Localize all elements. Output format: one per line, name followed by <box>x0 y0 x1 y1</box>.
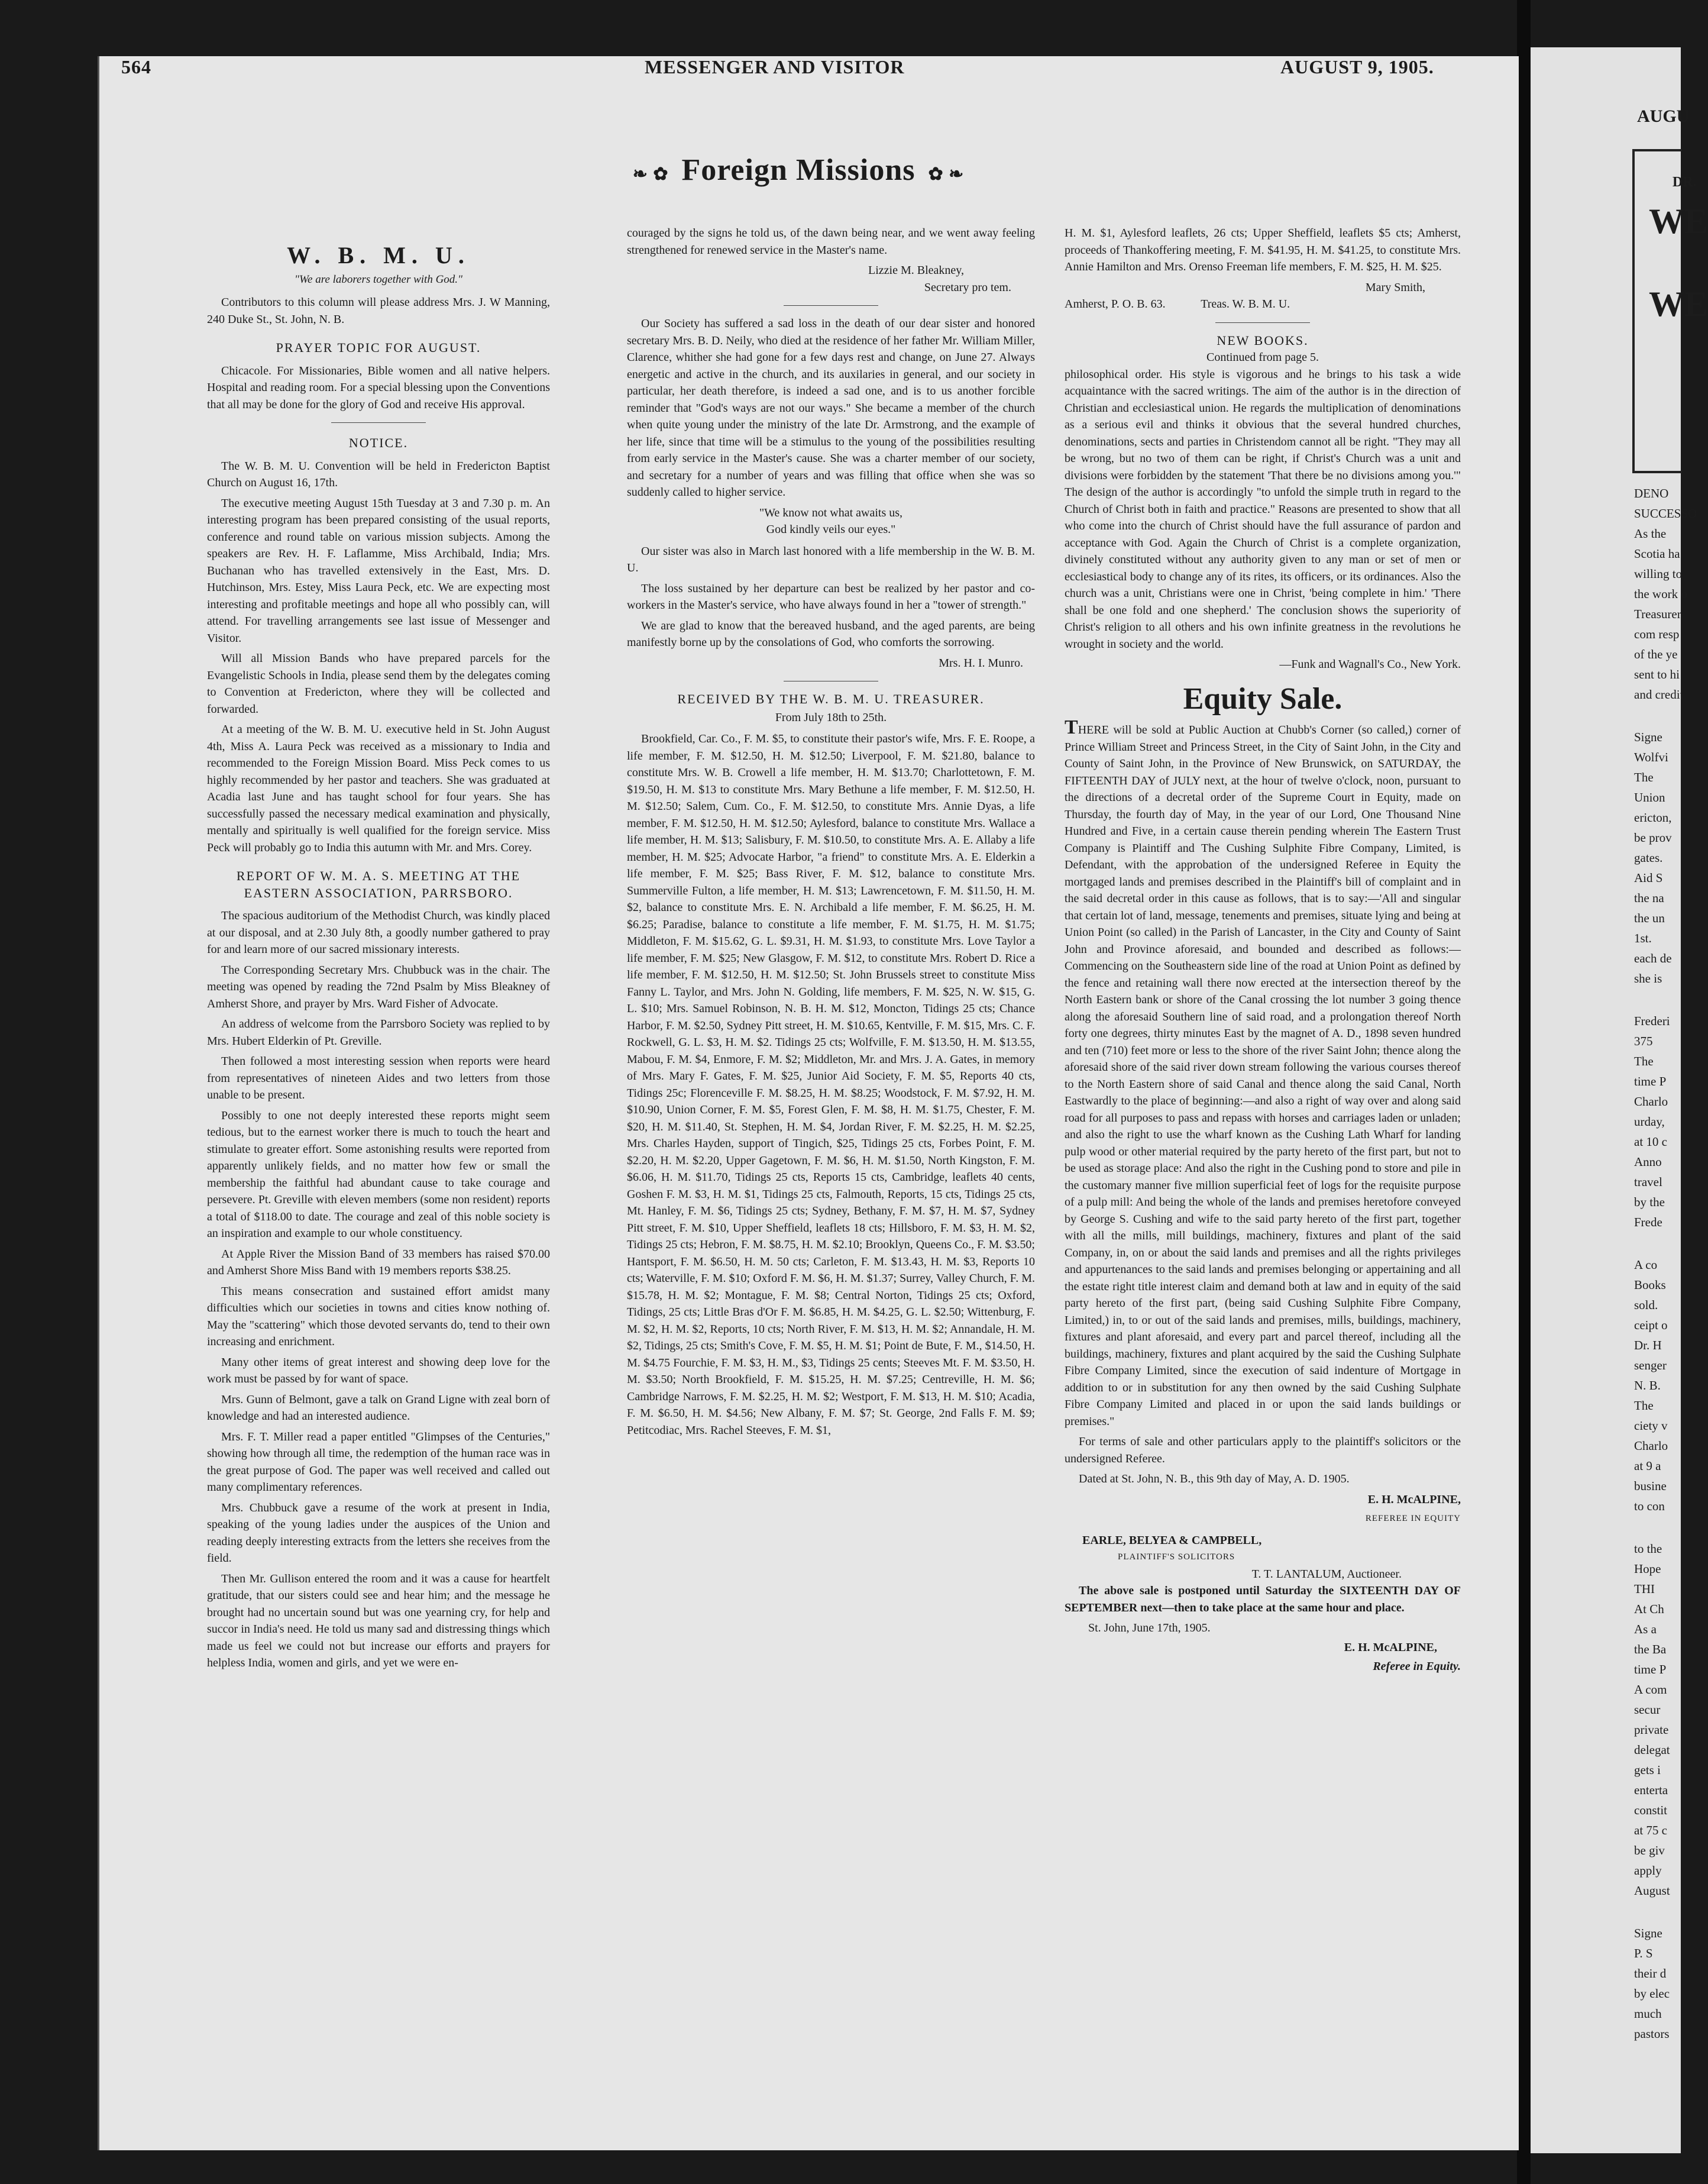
department-title <box>615 153 982 188</box>
fleuron-icon: ❧ ✿ <box>632 164 669 184</box>
signature-line: Amherst, P. O. B. 63. Treas. W. B. M. U. <box>1065 298 1290 311</box>
adjacent-text-fragment: urday, <box>1634 1114 1665 1129</box>
auctioneer: T. T. LANTALUM, Auctioneer. <box>1251 1567 1402 1581</box>
notice-paragraph: At a meeting of the W. B. M. U. executive held in St. John August 4th, Miss A. Laura Peck was received as a missionary to India and recommended to the Foreign Mission Board. Miss Peck comes to us highly recommended by her pastor and teachers. She was graduated at Acadia last June and has taught school for four years. She has successfully passed the necessary medical examination and physically, mentally and spiritually is well qualified for the foreign service. Miss Peck will probably go to India this autumn with Mr. and Mrs. Corey. <box>207 723 550 854</box>
adjacent-text-fragment: Charlo <box>1634 1094 1668 1109</box>
adjacent-ad-text: WE <box>1649 285 1708 324</box>
report-heading: REPORT OF W. M. A. S. MEETING AT THE EASTERN ASSOCIATION, PARRSBORO. <box>236 868 521 900</box>
adjacent-text-fragment: she is <box>1634 971 1662 986</box>
equity-sale-title: Equity Sale. <box>1183 681 1343 716</box>
adjacent-text-fragment: at 75 c <box>1634 1823 1667 1837</box>
solicitors-name: EARLE, BELYEA & CAMPBELL, <box>1082 1533 1262 1547</box>
adjacent-ad-text: DR. <box>1673 175 1697 190</box>
adjacent-text-fragment: As the <box>1634 526 1667 541</box>
adjacent-text-fragment: ceipt o <box>1634 1318 1668 1332</box>
books-heading: NEW BOOKS. <box>1217 332 1309 348</box>
adjacent-text-fragment: to the <box>1634 1542 1662 1556</box>
adjacent-text-fragment: August <box>1634 1883 1670 1898</box>
adjacent-text-fragment: Hope <box>1634 1562 1661 1576</box>
notice-paragraph: The W. B. M. U. Convention will be held in Fredericton Baptist Church on August 16, 17th. <box>207 459 550 489</box>
adjacent-text-fragment: at 10 c <box>1634 1135 1667 1149</box>
prayer-topic-heading: PRAYER TOPIC FOR AUGUST. <box>276 340 481 355</box>
adjacent-header: AUGU <box>1637 106 1690 126</box>
report-paragraph: Then Mr. Gullison entered the room and it was a cause for heartfelt gratitude, that our sisters could see and hear him; and the message he brought had no uncertain sound but was one yearning cry, for help and succor in India's need. He told us many sad and distressing things which made us feel we could not but increase our efforts and prayers for helpless India, women and girls, and yet we were en- <box>207 1572 550 1669</box>
report-paragraph: Mrs. Gunn of Belmont, gave a talk on Grand Ligne with zeal born of knowledge and had an interested audience. <box>207 1393 550 1423</box>
signature-name: Mrs. H. I. Munro. <box>939 656 1023 670</box>
adjacent-text-fragment: The <box>1634 770 1654 784</box>
motto: "We are laborers together with God." <box>294 273 463 286</box>
obituary-paragraph: Our sister was also in March last honored with a life membership in the W. B. M. U. <box>627 544 1035 574</box>
adjacent-text-fragment: by the <box>1634 1195 1665 1209</box>
notice-paragraph: The executive meeting August 15th Tuesday at 3 and 7.30 p. m. An interesting program has been prepared consisting of the usual reports, conference and round table on various mission subjects. Among the speakers are Rev. H. F. Laflamme, Miss Archibald, India; Mrs. Buchanan who has travelled extensively in the East, Mrs. D. Hutchinson, Mrs. Estey, Miss Laura Peck, etc. We are expecting most interesting and profitable meetings and hope all who possibly can, will attend. For travelling arrangements see last issue of Messenger and Visitor. <box>207 496 550 645</box>
report-paragraph: At Apple River the Mission Band of 33 members has raised $70.00 and Amherst Shore Miss Band with 19 members reports $38.25. <box>207 1247 550 1277</box>
fleuron-icon: ✿ ❧ <box>928 164 965 184</box>
issue-date: AUGUST 9, 1905. <box>1280 56 1434 77</box>
adjacent-text-fragment: the na <box>1634 891 1664 905</box>
signature-name: Mary Smith, <box>1365 280 1425 294</box>
section-heading-wbmu: W. B. M. U. <box>287 242 470 269</box>
adjacent-text-fragment: of the ye <box>1634 647 1678 661</box>
adjacent-text-fragment: A co <box>1634 1258 1658 1272</box>
column-wbmu <box>207 243 550 1675</box>
adjacent-text-fragment: gates. <box>1634 851 1663 865</box>
adjacent-text-fragment: Scotia ha <box>1634 547 1680 561</box>
adjacent-text-fragment: Frede <box>1634 1215 1662 1229</box>
equity-sale-text: HERE will be sold at Public Auction at Chubb's Corner (so called,) corner of Prince William Street and Princess Street, in the City of Saint John, in the City and County of Saint John, in the Province of New Brunswick, on SATURDAY, the FIFTEENTH DAY of JULY next, at the hour of twelve o'clock, noon, pursuant to the directions of a decretal order of the Supreme Court in Equity, made on Thursday, the fourth day of May, in the year of our Lord, One Thousand Nine Hundred and Five, in a certain cause therein pending wherein The Eastern Trust Company is Plaintiff and The Cushing Sulphite Fibre Company, Limited, is Defendant, with the approbation of the undersigned Referee in Equity the mortgaged lands and premises described in the Plaintiff's bill of complaint and in the said decretal order in this cause as follows, that is to say:—'All and singular that certain lot of land, message, tenements and premises, situate lying and being at Union Point (so called) in the Parish of Lancaster, in the City and County of Saint John and Province aforesaid, and bounded and described as follows:—Commencing on the Southeastern side line of the road at Union Point as defined by the fence and retaining wall there now erected at the intersection thereof by the North Eastern bank or shore of the Canal crossing the lot number 3 going thence along the aforesaid Southern line of said road, and a prolongation thereof North forty one degrees, thirty minutes East by the magnet of A. D., 1898 seven hundred and ten (710) feet more or less to the shore of the river Saint John; thence along the aforesaid shore of the said river down stream following the various courses thereof to the North Eastern shore of said Canal and thence along the said Canal, North Eastwardly to the place of beginning:—and also a right of way over and along said road for all purposes to pass and repass with horses and carriages laden or unladen; and also the right to use the wharf known as the Cushing Lath Wharf for landing pulp wood or other material required by the party hereto of the first part, but not to be used as storage place: And also the right in the Cushing pond to store and pile in the customary manner five million superficial feet of logs for the requisite purpose of a pulp mill: And being the whole of the lands and premises heretofore conveyed by George S. Cushing and wife to the said party hereto of the first part, together with all the mills, mill buildings, machinery, fixtures and plant of the said Company, in, on or about the said lands and premises and all the rights privileges and appurtenances to the said lands and premises belonging or appertaining and all the estate right title interest claim and demand both at law and in equity of the said party hereto of the first part, (being said Cushing Sulphite Fibre Company, Limited,) in, to or out of the said lands and premises, mills, buildings, machinery, fixtures and plant aforesaid, and every part and parcel thereof, including all the buildings, machinery, fixtures and plant acquired by the said the Cushing Sulphate Fibre Company Limited, since the execution of said indenture of Mortgage in addition to or in substitution for any then owned by the said Cushing Sulphate Fibre Company Limited and placed in or upon the said lands buildings or premises." <box>1065 723 1461 1428</box>
adjacent-text-fragment: A com <box>1634 1682 1667 1697</box>
divider <box>1215 322 1310 323</box>
postponement-dated: St. John, June 17th, 1905. <box>1088 1621 1211 1634</box>
adjacent-text-fragment: Wolfvi <box>1634 750 1668 764</box>
column-obituary-receipts <box>627 225 1035 1442</box>
referee-name: E. H. McALPINE, <box>1367 1492 1461 1506</box>
receipts-list: Brookfield, Car. Co., F. M. $5, to constitute their pastor's wife, Mrs. F. E. Roope, a life member, F. M. $12.50, H. M. $12.50; Liverpool, F. M. $21.80, balance to constitute Mrs. W. B. Crowell a life member, H. M. $13.70; Charlottetown, F. M. $19.50, H. M. $13 to constitute Mrs. Mary Bethune a life member, F. M. $12.50, H. M. $12.50; Salem, Cum. Co., F. M. $12.50, to constitute Mrs. Annie Dyas, a life member, F. M. $12.50, H. M. $12.50; Aylesford, balance to constitute Mrs. Wallace a life member, H. M. $13; Salisbury, F. M. $10.50, to constitute Mrs. A. E. Allaby a life member, H. M. $25; Advocate Harbor, "a friend" to constitute Mrs. A. E. Elderkin a life member, F. M. $25; Bass River, F. M. $12, balance to constitute Mrs. Summerville Fulton, a life member, H. M. $13; Lawrencetown, F. M. $11.50, H. M. $2, balance to constitute Mrs. E. N. Archibald a life member, F. M. $6.25, H. M. $6.25; Paradise, balance to constitute a life member, F. M. $1.75, H. M. $1.75; Middleton, F. M. $15.62, G. L. $9.31, H. M. $1.93, to constitute Mrs. Love Taylor a life member, F. M. $25; New Glasgow, F. M. $12, to constitute Mrs. Robert D. Rice a life member, F. M. $12.50, H. M. $12.50; St. John Brussels street to constitute Miss Fanny L. Taylor, and Mrs. John N. Golding, life members, F. M. $25, N. W. $15, G. L. $10; Mrs. Samuel Robinson, N. B. H. M. $12, Moncton, Tidings 25 cts; Chance Harbor, F. M. $2.50, Sydney Pitt street, H. M. $10.65, Kentville, F. M. $15, Mrs. C. F. Rockwell, G. L. $3, H. M. $2. Tidings 25 cts; Wolfville, F. M. $13.50, H. M. $13.55, Mabou, F. M. $4, Enmore, F. M. $2; Middleton, Mr. and Mrs. J. A. Gates, in memory of Mrs. Mary F. Gates, F. M. $25, Junior Aid Society, F. M. $5, Reports 40 cts, Tidings 25c; Florenceville F. M. $8.25, H. M. $8.25; Woodstock, F. M. $7.92, H. M. $10.90, Union Corner, F. M. $5, Forest Glen, F. M. $8, H. M. $1.75, Chester, F. M. $20, H. M. $11.40, St. Stephen, H. M. $4, Jordan River, F. M. $2.25, H. M. $2.25, Mrs. Charles Hayden, support of Tingich, $25, Tidings 25 cts, Forbes Point, F. M. $2.20, H. M. $2.20, Upper Gagetown, F. M. $6, H. M. $1.50, North Kingston, F. M. $6.06, H. M. $11.70, Tidings 25 cts, Reports 15 cts, Cambridge, leaflets 40 cents, Goshen F. M. $3, H. M. $1, Tidings 25 cts, Falmouth, Reports, 15 cts, Tidings 25 cts, Mt. Hanley, F. M. $6, Tidings 25 cts; Sydney, Bethany, F. M. $7, H. M. $7, Sydney Pitt street, F. M. $10, Upper Sheffield, leaflets 18 cts; Hillsboro, F. M. $3, H. M. $2, Tidings 25 cts; Hebron, F. M. $8.75, H. M. $2.10; Brooklyn, Queens Co., F. M. $3.50; Hantsport, F. M. $6.50, H. M. 50 cts; Carleton, F. M. $13.43, H. M. $3, Reports 10 cts; Waterville, F. M. $10; Oxford F. M. $6, H. M. $1.37; Surrey, Valley Church, F. M. $15.78, H. M. $2; Montague, F. M. $8; Central Norton, Tidings 25 cts; Oxford, Tidings, 25 cts; Little Bras d'Or F. M. $6.85, H. M. $4.25, G. L. $2.50; Wittenburg, F. M. $2, H. M. $2, Reports, 10 cts; North River, F. M. $13, H. M. $2; Annandale, H. M. $2, Tidings, 25 cts; Smith's Cove, F. M. $5, H. M. $1; Point de Bute, F. M., $14.50, H. M. $4.75 Fourchie, F. M. $3, H. M., $3, Tidings 25 cents; Steeves Mt. F. M. $3.50, H. M. $3.50; North Brookfield, F. M. $15.25, H. M. $7.25; Centreville, H. M. $6; Cambridge Narrows, F. M. $2.25, H. M. $2; Westport, F. M. $13, H. M. $10; Acadia, F. M. $6.50, H. M. $4.56; New Albany, F. M. $7; St. George, 2nd Falls F. M. $9; Petitcodiac, Mrs. Rachel Steeves, F. M. $1, <box>627 732 1035 1437</box>
adjacent-text-fragment: DENO <box>1634 486 1669 500</box>
referee-signature: E. H. McALPINE, <box>1344 1640 1437 1654</box>
books-continued: Continued from page 5. <box>1206 351 1319 364</box>
adjacent-text-fragment: Treasurer <box>1634 607 1681 621</box>
referee-title: REFEREE IN EQUITY <box>1365 1514 1461 1523</box>
adjacent-text-fragment: Dr. H <box>1634 1338 1662 1352</box>
page-gutter <box>1517 0 1531 2184</box>
adjacent-text-fragment: much <box>1634 2007 1662 2021</box>
postponement-notice: The above sale is postponed until Saturday the SIXTEENTH DAY OF SEPTEMBER next—then to take place at the same hour and place. <box>1065 1584 1461 1614</box>
adjacent-text-fragment: SUCCESSO <box>1634 506 1697 521</box>
adjacent-text-fragment: sent to hi <box>1634 667 1680 681</box>
adjacent-text-fragment: at 9 a <box>1634 1459 1661 1473</box>
adjacent-text-fragment: Union <box>1634 790 1665 805</box>
adjacent-text-fragment: constit <box>1634 1803 1667 1817</box>
adjacent-text-fragment: ericton, <box>1634 810 1672 825</box>
adjacent-text-fragment: private <box>1634 1723 1669 1737</box>
solicitors-title: PLAINTIFF'S SOLICITORS <box>1118 1552 1235 1562</box>
obituary-paragraph: The loss sustained by her departure can best be realized by her pastor and co-workers in the Master's service, who have always found in her a "tower of strength." <box>627 581 1035 612</box>
continued-paragraph: couraged by the signs he told us, of the dawn being near, and we went away feeling strengthened for renewed service in the Master's name. <box>627 227 1035 257</box>
adjacent-ad-text: WE <box>1649 202 1708 241</box>
adjacent-text-fragment: The <box>1634 1054 1654 1068</box>
adjacent-text-fragment: 375 <box>1634 1034 1653 1048</box>
adjacent-text-fragment: Aid S <box>1634 871 1663 885</box>
adjacent-page <box>1531 47 1708 2153</box>
adjacent-text-fragment: by elec <box>1634 1986 1670 2001</box>
report-paragraph: The spacious auditorium of the Methodist Church, was kindly placed at our disposal, and at 2.30 July 8th, a goodly number gathered to pray for and learn more of our sacred missionary interests. <box>207 909 550 956</box>
adjacent-text-fragment: At Ch <box>1634 1602 1664 1616</box>
obituary-paragraph: We are glad to know that the bereaved husband, and the aged parents, are being manifestly borne up by the consolations of God, who comforts the sorrowing. <box>627 619 1035 649</box>
adjacent-text-fragment: Signe <box>1634 1926 1662 1940</box>
column-books-equity <box>1065 225 1461 1678</box>
adjacent-text-fragment: com resp <box>1634 627 1680 641</box>
adjacent-text-fragment: secur <box>1634 1702 1661 1717</box>
page-number: 564 <box>121 56 151 77</box>
report-paragraph: This means consecration and sustained effort amidst many difficulties which our societies in towns and cities know nothing of. May the "scattering" which those devoted servants do, tend to their own increasing and enrichment. <box>207 1284 550 1348</box>
equity-dated: Dated at St. John, N. B., this 9th day of May, A. D. 1905. <box>1079 1472 1350 1485</box>
adjacent-text-fragment: apply <box>1634 1863 1662 1878</box>
adjacent-text-fragment: the work o <box>1634 587 1687 601</box>
verse-line: God kindly veils our eyes." <box>766 523 896 536</box>
divider <box>784 305 878 306</box>
report-paragraph: Possibly to one not deeply interested these reports might seem tedious, but to the earnest worker there is much to touch the heart and stimulate to greater effort. Some astonishing results were reported from apparently unlikely fields, and no matter how few or small the membership the faithful had abundant cause to take courage and persevere. Pt. Greville with eleven members (some non resident) reports a total of $118.00 to date. The courage and zeal of this noble society is an inspiration and example to our whole constituency. <box>207 1109 550 1240</box>
adjacent-text-fragment: be prov <box>1634 831 1672 845</box>
report-paragraph: Then followed a most interesting session when reports were heard from representatives of nineteen Aides and two letters from those unable to be present. <box>207 1055 550 1101</box>
adjacent-text-fragment: time P <box>1634 1662 1667 1676</box>
adjacent-text-fragment: P. S <box>1634 1946 1653 1960</box>
adjacent-text-fragment: travel <box>1634 1175 1662 1189</box>
adjacent-text-fragment: busine <box>1634 1479 1667 1493</box>
masthead-title: MESSENGER AND VISITOR <box>645 56 905 77</box>
prayer-topic-text: Chicacole. For Missionaries, Bible women and all native helpers. Hospital and reading room. For a special blessing upon the Conventions that all may be done for the glory of God and receive His approval. <box>207 364 550 411</box>
report-paragraph: An address of welcome from the Parrsboro Society was replied to by Mrs. Hubert Elderkin of Pt. Greville. <box>207 1017 550 1048</box>
report-paragraph: Mrs. Chubbuck gave a resume of the work at present in India, speaking of the young ladies under the auspices of the Union and reading deeply interesting extracts from the letters she receives from the field. <box>207 1501 550 1565</box>
adjacent-text-fragment: 1st. <box>1634 931 1652 945</box>
adjacent-text-fragment: Anno <box>1634 1155 1662 1169</box>
adjacent-text-fragment: As a <box>1634 1622 1657 1636</box>
adjacent-text-fragment: THI <box>1634 1582 1655 1596</box>
adjacent-text-fragment: time P <box>1634 1074 1667 1088</box>
report-paragraph: The Corresponding Secretary Mrs. Chubbuck was in the chair. The meeting was opened by reading the 72nd Psalm by Miss Bleakney of Amherst Shore, and prayer by Mrs. Ward Fisher of Advocate. <box>207 963 550 1010</box>
referee-signature-title: Referee in Equity. <box>1373 1660 1461 1673</box>
continued-paragraph: H. M. $1, Aylesford leaflets, 26 cts; Upper Sheffield, leaflets $5 cts; Amherst, proceeds of Thankoffering meeting, F. M. $41.95, H. M. $41.25, to constitute Mrs. Annie Hamilton and Mrs. Orenso Freeman life members, F. M. $25, H. M. $25. <box>1065 227 1461 273</box>
adjacent-text-fragment: enterta <box>1634 1783 1668 1797</box>
report-paragraph: Many other items of great interest and showing deep love for the work must be passed by for want of space. <box>207 1355 550 1385</box>
adjacent-text-fragment: be giv <box>1634 1843 1665 1857</box>
department-title-text: Foreign Missions <box>681 153 916 187</box>
report-paragraph: Mrs. F. T. Miller read a paper entitled "Glimpses of the Centuries," showing how through all time, the redemption of the human race was in the great purpose of God. The paper was well received and called out many complimentary references. <box>207 1430 550 1494</box>
notice-paragraph: Will all Mission Bands who have prepared parcels for the Evangelistic Schools in India, please send them by the delegates coming to Convention at Fredericton, where they will be collected and forwarded. <box>207 652 550 716</box>
receipts-heading: RECEIVED BY THE W. B. M. U. TREASURER. <box>677 692 985 706</box>
adjacent-text-fragment: ciety v <box>1634 1419 1668 1433</box>
notice-heading: NOTICE. <box>348 435 409 450</box>
adjacent-text-fragment: Frederi <box>1634 1014 1670 1028</box>
signature-title: Secretary pro tem. <box>924 280 1011 294</box>
adjacent-text-fragment: N. B. <box>1634 1378 1661 1393</box>
contributors-note: Contributors to this column will please address Mrs. J. W Manning, 240 Duke St., St. John, N. B. <box>207 296 550 326</box>
equity-terms: For terms of sale and other particulars apply to the plaintiff's solicitors or the undersigned Referee. <box>1065 1435 1461 1465</box>
adjacent-text-fragment: their d <box>1634 1966 1667 1981</box>
adjacent-text-fragment: Books <box>1634 1278 1666 1292</box>
adjacent-text-fragment: the un <box>1634 911 1665 925</box>
books-publisher: —Funk and Wagnall's Co., New York. <box>1279 658 1461 671</box>
adjacent-text-fragment: and credit <box>1634 687 1684 702</box>
receipts-dates: From July 18th to 25th. <box>775 710 887 724</box>
adjacent-text-fragment: each de <box>1634 951 1672 965</box>
adjacent-text-fragment: the Ba <box>1634 1642 1667 1656</box>
adjacent-text-fragment: Signe <box>1634 730 1662 744</box>
verse-line: "We know not what awaits us, <box>759 506 903 519</box>
adjacent-text-fragment: sold. <box>1634 1298 1658 1312</box>
adjacent-text-fragment: Charlo <box>1634 1439 1668 1453</box>
adjacent-text-fragment: gets i <box>1634 1763 1661 1777</box>
adjacent-text-fragment: The <box>1634 1398 1654 1413</box>
adjacent-text-fragment: senger <box>1634 1358 1667 1372</box>
adjacent-text-fragment: to con <box>1634 1499 1665 1513</box>
signature-name: Lizzie M. Bleakney, <box>868 264 964 277</box>
books-review: philosophical order. His style is vigorous and he brings to his task a wide acquaintance with the sacred writings. The aim of the author is in the direction of Christian and ecclesiastical union. He regards the multiplication of denominations as a serious evil and thinks it obvious that the several hundred churches, denominations, sects and parties in Christendom cannot all be right. "They may all be wrong, but no two of them can be right, if Christ's Church was a unit and divisions were forbidden by the statement 'That there be no divisions among you.'" The design of the author is accordingly "to unfold the simple truth in regard to the Church of Christ both in faith and practice." Reasons are presented to show that all who come into the church of Christ should have the full assurance of pardon and acceptance with God. Again the Church of Christ is a complete organization, divinely constituted without any authority given to any man or set of men or ecclesiastical body to change any of its rites, its officers, or its ordinances. Also the church was a unit, Christians were one in Christ, 'being complete in him.' 'There shall be one fold and one shepherd.' The conclusion shows the superiority of Christ's religion to all others and his own infinite greatness in the revolutions he wrought in society and the world. <box>1065 367 1461 651</box>
adjacent-text-fragment: delegat <box>1634 1743 1670 1757</box>
drop-cap: T <box>1065 716 1078 738</box>
equity-sale-notice <box>1065 716 1461 1430</box>
adjacent-text-fragment: willing to <box>1634 567 1683 581</box>
obituary-paragraph: Our Society has suffered a sad loss in the death of our dear sister and honored secretary Mrs. B. D. Neily, who died at the residence of her father Mr. William Miller, Clarence, whither she had gone for a few days rest and change, on June 27. Always energetic and active in the church, and its auxilaries in general, and our society in particular, her death therefore, is indeed a sad one, and is to us another forcible reminder that "God's ways are not our ways." She became a member of the church when quite young under the ministry of the late Dr. Armstrong, and the example of her life, since that time will be a stimulus to the young of the possibilities resulting from early service in the Master's cause. She was a charter member of our society, and secretary for a number of years and was filling that office when she was so suddenly called to higher service. <box>627 317 1035 499</box>
divider <box>331 422 426 423</box>
adjacent-text-fragment: pastors <box>1634 2027 1670 2041</box>
